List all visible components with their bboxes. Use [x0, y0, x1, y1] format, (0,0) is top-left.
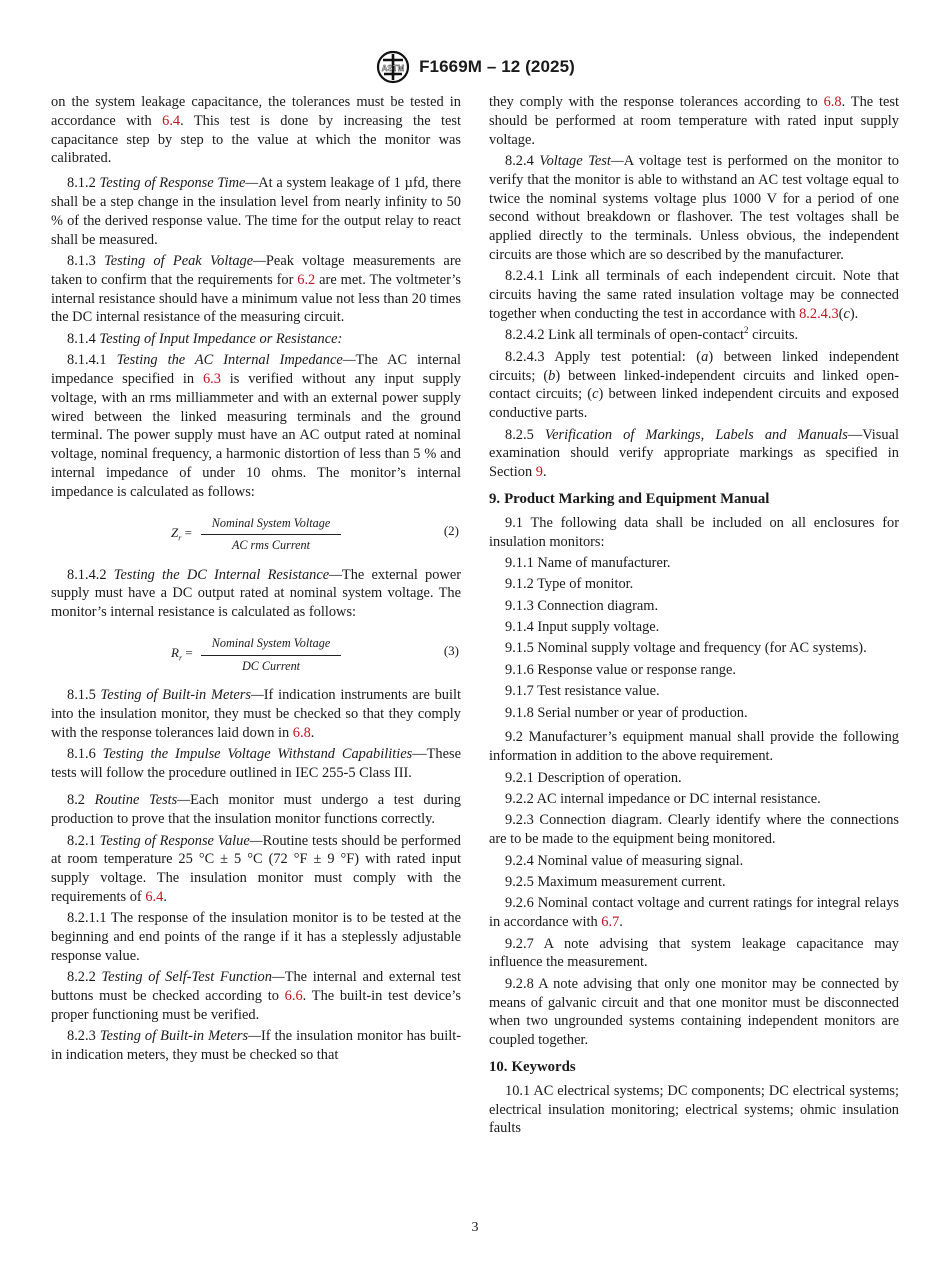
list-item: 9.1.4 Input supply voltage.: [505, 619, 660, 636]
paragraph-8-1-4: 8.1.4 Testing of Input Impedance or Resistance:: [67, 330, 343, 347]
paragraph-8-1-2: 8.1.2 Testing of Response Time—At a system leakage of 1 µfd, there shall be a step change in the insulation level from nearly infinity to 50 % of the derived response value. The time for the output relay to react shall be measured.: [51, 175, 461, 248]
footnote-ref: 2: [743, 325, 749, 336]
list-item: 9.2.3 Connection diagram. Clearly identify where the connections are to be made to the equipment being monitored.: [489, 812, 899, 848]
paragraph-8-2-2: 8.2.2 Testing of Self-Test Function—The internal and external test buttons must be checked according to 6.6. The built-in test device’s proper functioning must be verified.: [51, 969, 461, 1024]
left-column: [51, 93, 461, 1068]
link-6-3[interactable]: 6.3: [202, 370, 221, 387]
paragraph-8-2-4-1: 8.2.4.1 Link all terminals of each independent circuit. Note that circuits having the same rated insulation voltage may be connected together when conducting the test in accordance with 8.2.4.3(c).: [489, 268, 899, 322]
link-8-2-4-3[interactable]: 8.2.4.3: [799, 305, 839, 322]
equation-fraction: Nominal System Voltage DC Current: [201, 634, 341, 676]
page-number: 3: [471, 1220, 479, 1235]
svg-text:ASTM: ASTM: [381, 64, 405, 73]
paragraph-8-2-5: 8.2.5 Verification of Markings, Labels and Manuals—Visual examination should verify appropriate markings as specified in Section 9.: [489, 426, 899, 481]
paragraph-8-1-5: 8.1.5 Testing of Built-in Meters—If indication instruments are built into the insulation monitor, they must be checked so that they comply with the response tolerances laid down in 6.8.: [51, 686, 461, 741]
list-item: 9.1.6 Response value or response range.: [505, 661, 736, 678]
list-item: 9.1.2 Type of monitor.: [505, 576, 634, 593]
equation-3: $R_r$ = Nominal System Voltage DC Current (3): [51, 634, 461, 674]
paragraph: they comply with the response tolerances according to 6.8. The test should be performed at room temperature with rated input supply voltage.: [489, 94, 900, 148]
list-item: 9.2.4 Nominal value of measuring signal.: [505, 852, 744, 869]
paragraph-9-2-8: 9.2.8 A note advising that only one monitor may be connected by means of galvanic circuit and that one monitor must be disconnected when two ungrounded systems containing independent monitors are coupled together.: [489, 975, 899, 1049]
link-section-9[interactable]: 9: [535, 464, 543, 481]
list-item: 9.1.7 Test resistance value.: [505, 683, 660, 700]
paragraph-8-2: 8.2 Routine Tests—Each monitor must undergo a test during production to prove that the insulation monitor functions correctly.: [51, 792, 461, 828]
paragraph: on the system leakage capacitance, the tolerances must be tested in accordance with 6.4. This test is done by increasing the test capacitance step by step to the value at which the monitor was calibrated.: [51, 94, 462, 167]
section-heading-9: 9. Product Marking and Equipment Manual: [489, 490, 770, 507]
page-header: [0, 50, 950, 84]
link-6-8[interactable]: 6.8: [823, 94, 842, 110]
link-6-4[interactable]: 6.4: [162, 112, 181, 129]
paragraph-8-2-4: 8.2.4 Voltage Test—A voltage test is performed on the monitor to verify that the monitor is able to withstand an AC test voltage equal to twice the nominal systems voltage plus 1000 V for a period of one second without breakdown or flashover. The test voltages shall be applied directly to the terminals. Unless obvious, the independent circuits are those which are so described by the manufacturer.: [489, 152, 899, 263]
equation-number: (2): [443, 522, 459, 538]
equation-fraction: Nominal System Voltage AC rms Current: [201, 514, 341, 556]
paragraph-8-2-1-1: 8.2.1.1 The response of the insulation monitor is to be tested at the beginning and end points of the range if it has a steplessly adjustable response value.: [51, 910, 461, 965]
link-6-2[interactable]: 6.2: [297, 271, 316, 288]
section-heading-10: 10. Keywords: [489, 1058, 576, 1075]
paragraph-9-2-6: 9.2.6 Nominal contact voltage and current ratings for integral relays in accordance with 6.7.: [489, 895, 899, 931]
paragraph-10-1: 10.1 AC electrical systems; DC components; DC electrical systems; electrical insulation monitoring; electrical systems; ohmic insulation faults: [489, 1082, 899, 1137]
list-item: 9.1.8 Serial number or year of production.: [505, 704, 748, 721]
paragraph-8-2-4-2: 8.2.4.2 Link all terminals of open-contact$^2$ circuits.: [505, 325, 799, 344]
paragraph-8-1-6: 8.1.6 Testing the Impulse Voltage Withstand Capabilities—These tests will follow the procedure outlined in IEC 255-5 Class III.: [51, 745, 461, 781]
link-6-8[interactable]: 6.8: [292, 724, 311, 741]
link-6-6[interactable]: 6.6: [284, 988, 303, 1005]
right-column: [489, 93, 899, 1141]
list-item: 9.2.2 AC internal impedance or DC internal resistance.: [505, 791, 821, 807]
paragraph-9-2-7: 9.2.7 A note advising that system leakage capacitance may influence the measurement.: [489, 935, 899, 971]
astm-logo-icon: [375, 50, 411, 84]
list-item: 9.1.5 Nominal supply voltage and frequency (for AC systems).: [505, 640, 867, 657]
equation-2: $Z_r$ = Nominal System Voltage AC rms Current (2): [51, 514, 461, 554]
link-6-7[interactable]: 6.7: [601, 914, 620, 931]
document-id: F1669M – 12 (2025): [419, 57, 575, 76]
paragraph-8-2-3: 8.2.3 Testing of Built-in Meters—If the insulation monitor has built-in indication meters, they must be checked so that: [51, 1028, 462, 1064]
paragraph-8-1-4-1: 8.1.4.1 Testing the AC Internal Impedance—The AC internal impedance specified in 6.3 is verified without any input supply voltage, with an rms milliammeter and with an external power supply wired between the linked measuring terminals and the ground terminal. The power supply must have an AC output rated at nominal voltage, nominal frequency, a harmonic distortion of less than 5 % and internal impedance of under 10 ohms. The monitor’s internal impedance is calculated as follows:: [51, 352, 462, 500]
paragraph-8-2-4-3: 8.2.4.3 Apply test potential: (a) between linked independent circuits; (b) between linked-independent circuits and linked open-contact circuits; (c) between linked independent circuits and exposed conductive parts.: [489, 348, 900, 422]
paragraph-8-1-4-2: 8.1.4.2 Testing the DC Internal Resistance—The external power supply must have a DC output rated at nominal system voltage. The monitor’s internal resistance is calculated as follows:: [51, 566, 462, 621]
list-item: 9.2.1 Description of operation.: [505, 769, 682, 786]
paragraph-8-2-1: 8.2.1 Testing of Response Value—Routine tests should be performed at room temperature 25 °C ± 5 °C (72 °F ± 9 °F) with rated input supply voltage. The insulation monitor must comply with the requirements of 6.4.: [51, 832, 461, 906]
paragraph-9-2: 9.2 Manufacturer’s equipment manual shall provide the following information in addition to the above requirement.: [489, 729, 899, 765]
list-item: 9.1.3 Connection diagram.: [505, 597, 659, 614]
list-item: 9.1.1 Name of manufacturer.: [505, 554, 671, 571]
paragraph-9-1: 9.1 The following data shall be included on all enclosures for insulation monitors:: [489, 514, 899, 550]
paragraph-8-1-3: 8.1.3 Testing of Peak Voltage—Peak voltage measurements are taken to confirm that the requirements for 6.2 are met. The voltmeter’s internal resistance should have a minimum value not less than 20 times the DC internal resistance of the measuring circuit.: [51, 252, 461, 326]
link-6-4[interactable]: 6.4: [145, 889, 164, 906]
list-item: 9.2.5 Maximum measurement current.: [505, 873, 726, 890]
equation-number: (3): [443, 642, 459, 658]
